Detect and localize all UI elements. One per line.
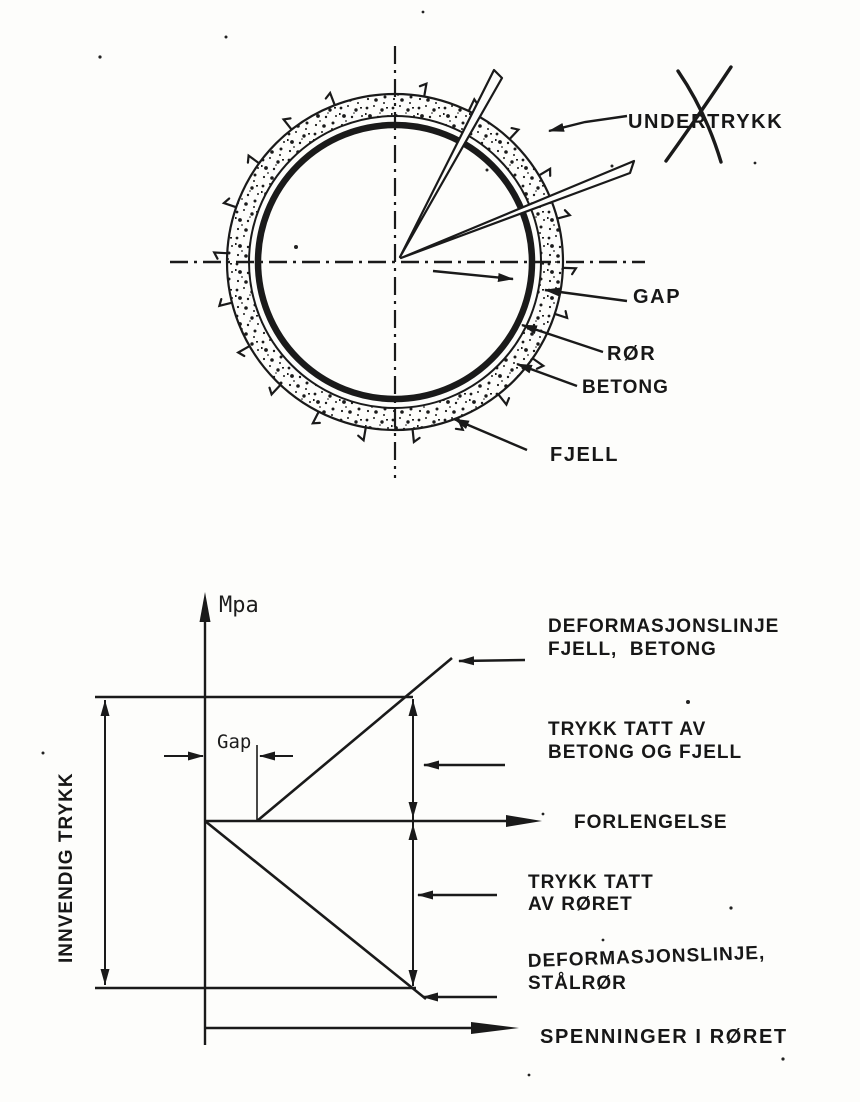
scan-speck xyxy=(294,245,298,249)
rock-hook xyxy=(214,253,227,259)
spenninger-arrowhead xyxy=(471,1022,519,1034)
scan-speck xyxy=(528,1074,531,1077)
forlengelse-label: FORLENGELSE xyxy=(574,812,728,833)
forlengelse-arrowhead xyxy=(506,815,542,827)
rock-hook xyxy=(420,84,427,96)
spenninger-label: SPENNINGER I RØRET xyxy=(540,1026,788,1048)
rock-hook xyxy=(326,93,335,105)
def-stalror-label-line2: STÅLRØR xyxy=(528,973,627,994)
rock-concrete-deformation-line xyxy=(257,658,452,821)
fjell-label: FJELL xyxy=(550,444,620,466)
y-axis-unit-label: Mpa xyxy=(219,593,259,618)
fjell-arrow xyxy=(454,419,527,450)
betong-label: BETONG xyxy=(582,377,669,398)
cross-section-diagram xyxy=(170,46,783,478)
trykk-ror-label-line2: AV RØRET xyxy=(528,894,633,915)
scan-speck xyxy=(754,162,757,165)
gap-dim-label: Gap xyxy=(217,731,252,753)
rock-hook xyxy=(555,311,567,318)
rock-hook xyxy=(499,395,509,405)
rock-hook xyxy=(533,359,543,369)
y-axis-arrowhead xyxy=(200,592,211,622)
def-fjell-leader-arrow xyxy=(459,660,525,661)
rock-hook xyxy=(358,428,366,440)
def-stalror-label-line1: DEFORMASJONSLINJE, xyxy=(527,942,766,972)
scan-speck xyxy=(422,11,425,14)
scan-speck xyxy=(611,165,614,168)
scan-speck xyxy=(98,55,101,58)
scan-speck xyxy=(225,36,228,39)
rock-hook xyxy=(510,128,519,139)
gap-inner-arrow xyxy=(433,271,513,279)
rock-hook xyxy=(224,199,236,208)
scan-speck xyxy=(486,169,489,172)
pressure-graph xyxy=(56,592,788,1048)
scan-speck xyxy=(602,939,605,942)
ror-label: RØR xyxy=(607,343,657,365)
trykk-betong-label-line1: TRYKK TATT AV xyxy=(548,719,707,740)
steel-deformation-line xyxy=(205,821,426,999)
undertrykk-arrow xyxy=(549,116,627,131)
rock-hook xyxy=(313,412,320,423)
def-fjell-label-line1: DEFORMASJONSLINJE xyxy=(548,616,780,637)
scan-speck xyxy=(542,813,545,816)
scan-speck xyxy=(42,752,45,755)
rock-hook xyxy=(219,299,231,306)
trykk-betong-label-line2: BETONG OG FJELL xyxy=(548,742,743,763)
def-fjell-label-line2: FJELL, BETONG xyxy=(548,639,717,660)
scan-speck xyxy=(781,1057,784,1060)
rock-hook xyxy=(238,346,249,356)
innvendig-trykk-label: INNVENDIG TRYKK xyxy=(56,772,77,963)
gap-label: GAP xyxy=(633,286,682,308)
trykk-ror-label-line1: TRYKK TATT xyxy=(528,872,654,893)
rock-hook xyxy=(539,169,550,176)
undertrykk-label: UNDERTRYKK xyxy=(628,111,784,133)
scan-speck xyxy=(686,700,690,704)
rock-hook xyxy=(284,118,292,129)
betong-arrow xyxy=(517,364,577,386)
rock-hook xyxy=(248,156,259,163)
rock-hook xyxy=(413,430,420,442)
rock-hook xyxy=(270,385,281,394)
rock-hook xyxy=(558,210,570,218)
rock-hook xyxy=(563,268,576,274)
scan-speck xyxy=(729,906,732,909)
